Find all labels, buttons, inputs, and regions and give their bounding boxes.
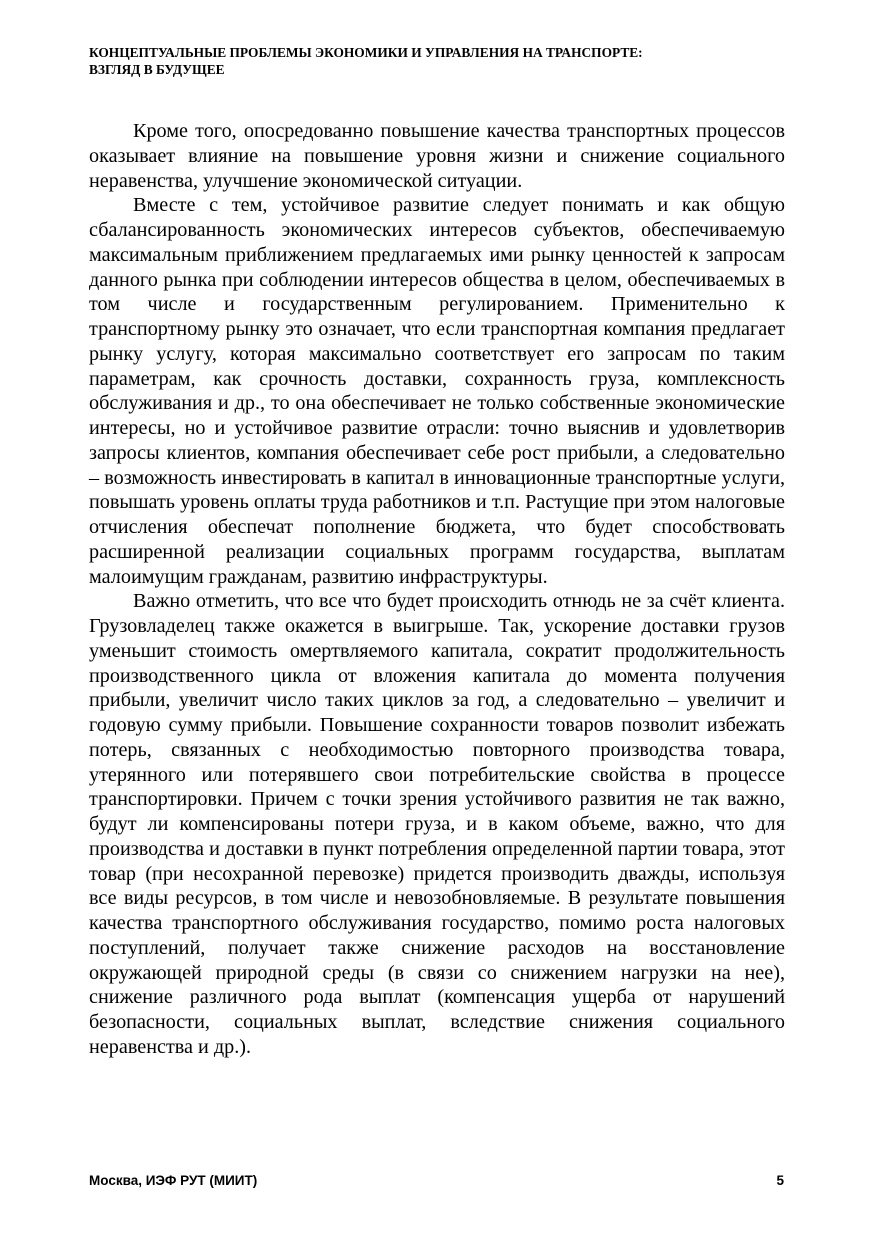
header-title-line-1: КОНЦЕПТУАЛЬНЫЕ ПРОБЛЕМЫ ЭКОНОМИКИ И УПРАВЛЕНИЯ НА ТРАНСПОРТЕ: xyxy=(89,45,643,60)
body-text xyxy=(89,119,785,1060)
running-header xyxy=(89,44,789,78)
page-number: 5 xyxy=(776,1173,784,1188)
paragraph-1: Кроме того, опосредованно повышение качества транспортных процессов оказывает влияние на повышение уровня жизни и снижение социального неравенства, улучшение экономической ситуации. xyxy=(89,120,785,192)
footer-publisher: Москва, ИЭФ РУТ (МИИТ) xyxy=(89,1173,258,1188)
paragraph-3: Важно отметить, что все что будет происходить отнюдь не за счёт клиента. Грузовладелец также окажется в выигрыше. Так, ускорение доставки грузов уменьшит стоимость омертвляемого капитала, сократит продолжительность производственного цикла от вложения капитала до момента получения прибыли, увеличит число таких циклов за год, а следовательно – увеличит и годовую сумму прибыли. Повышение сохранности товаров позволит избежать потерь, связанных с необходимостью повторного производства товара, утерянного или потерявшего свои потребительские свойства в процессе транспортировки. Причем с точки зрения устойчивого развития не так важно, будут ли компенсированы потери груза, и в каком объеме, важно, что для производства и доставки в пункт потребления определенной партии товара, этот товар (при несохранной перевозке) придется производить дважды, используя все виды ресурсов, в том числе и невозобновляемые. В результате повышения качества транспортного обслуживания государство, помимо роста налоговых поступлений, получает также снижение расходов на восстановление окружающей природной среды (в связи со снижением нагрузки на нее), снижение различного рода выплат (компенсация ущерба от нарушений безопасности, социальных выплат, вследствие снижения социального неравенства и др.). xyxy=(89,590,785,1058)
paragraph-2: Вместе с тем, устойчивое развитие следует понимать и как общую сбалансированность экономических интересов субъектов, обеспечиваемую максимальным приближением предлагаемых ими рынку ценностей к запросам данного рынка при соблюдении интересов общества в целом, обеспечиваемых в том числе и государственным регулированием. Применительно к транспортному рынку это означает, что если транспортная компания предлагает рынку услугу, которая максимально соответствует его запросам по таким параметрам, как срочность доставки, сохранность груза, комплексность обслуживания и др., то она обеспечивает не только собственные экономические интересы, но и устойчивое развитие отрасли: точно выяснив и удовлетворив запросы клиентов, компания обеспечивает себе рост прибыли, а следовательно – возможность инвестировать в капитал в инновационные транспортные услуги, повышать уровень оплаты труда работников и т.п. Растущие при этом налоговые отчисления обеспечат пополнение бюджета, что будет способствовать расширенной реализации социальных программ государства, выплатам малоимущим гражданам, развитию инфраструктуры. xyxy=(89,194,785,588)
header-title-line-2: ВЗГЛЯД В БУДУЩЕЕ xyxy=(89,62,225,77)
